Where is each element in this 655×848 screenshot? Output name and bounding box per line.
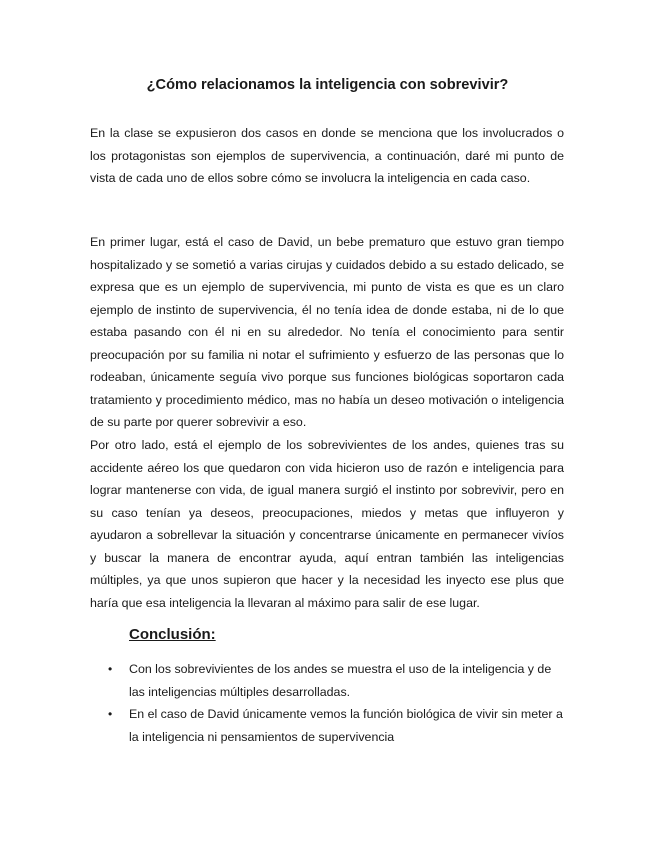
bullet-icon: •	[108, 662, 113, 676]
paragraph-intro: En la clase se expusieron dos casos en donde se menciona que los involucrados o los protagonistas son ejemplos de supervivencia, a continuación, daré mi punto de vista de cada uno de ellos sobre cómo se involucra la inteligencia en cada caso.	[90, 126, 564, 185]
list-item	[108, 703, 564, 748]
list-item-text: Con los sobrevivientes de los andes se muestra el uso de la inteligencia y de las inteligencias múltiples desarrolladas.	[129, 662, 552, 699]
list-item-text: En el caso de David únicamente vemos la función biológica de vivir sin meter a la inteligencia ni pensamientos de supervivencia	[129, 707, 563, 744]
paragraph-david-case: En primer lugar, está el caso de David, un bebe prematuro que estuvo gran tiempo hospitalizado y se sometió a varias cirujas y cuidados debido a su estado delicado, se expresa que es un ejemplo de supervivencia, mi punto de vista es que es un claro ejemplo de instinto de supervivencia, él no tenía idea de donde estaba, ni de lo que estaba pasando con él ni en su alrededor. No tenía el conocimiento para sentir preocupación por su familia ni notar el sufrimiento y esfuerzo de las personas que lo rodeaban, únicamente seguía vivo porque sus funciones biológicas soportaron cada tratamiento y procedimiento médico, mas no había un deseo motivación o inteligencia de su parte por querer sobrevivir a eso.	[90, 235, 564, 429]
conclusion-list	[108, 658, 564, 748]
page-title: ¿Cómo relacionamos la inteligencia con sobrevivir?	[146, 77, 509, 93]
bullet-icon: •	[108, 707, 113, 721]
list-item	[108, 658, 564, 703]
conclusion-heading: Conclusión:	[129, 626, 216, 643]
paragraph-andes-case: Por otro lado, está el ejemplo de los sobrevivientes de los andes, quienes tras su accidente aéreo los que quedaron con vida hicieron uso de razón e inteligencia para lograr mantenerse con vida, de igual manera surgió el instinto por sobrevivir, pero en su caso tenían ya deseos, preocupaciones, miedos y metas que influyeron y ayudaron a sobrellevar la situación y concentrarse únicamente en permanecer vivíos y buscar la manera de encontrar ayuda, aquí entran también las inteligencias múltiples, ya que unos supieron que hacer y la necesidad les inyecto ese plus que haría que esa inteligencia la llevaran al máximo para salir de ese lugar.	[90, 438, 564, 610]
